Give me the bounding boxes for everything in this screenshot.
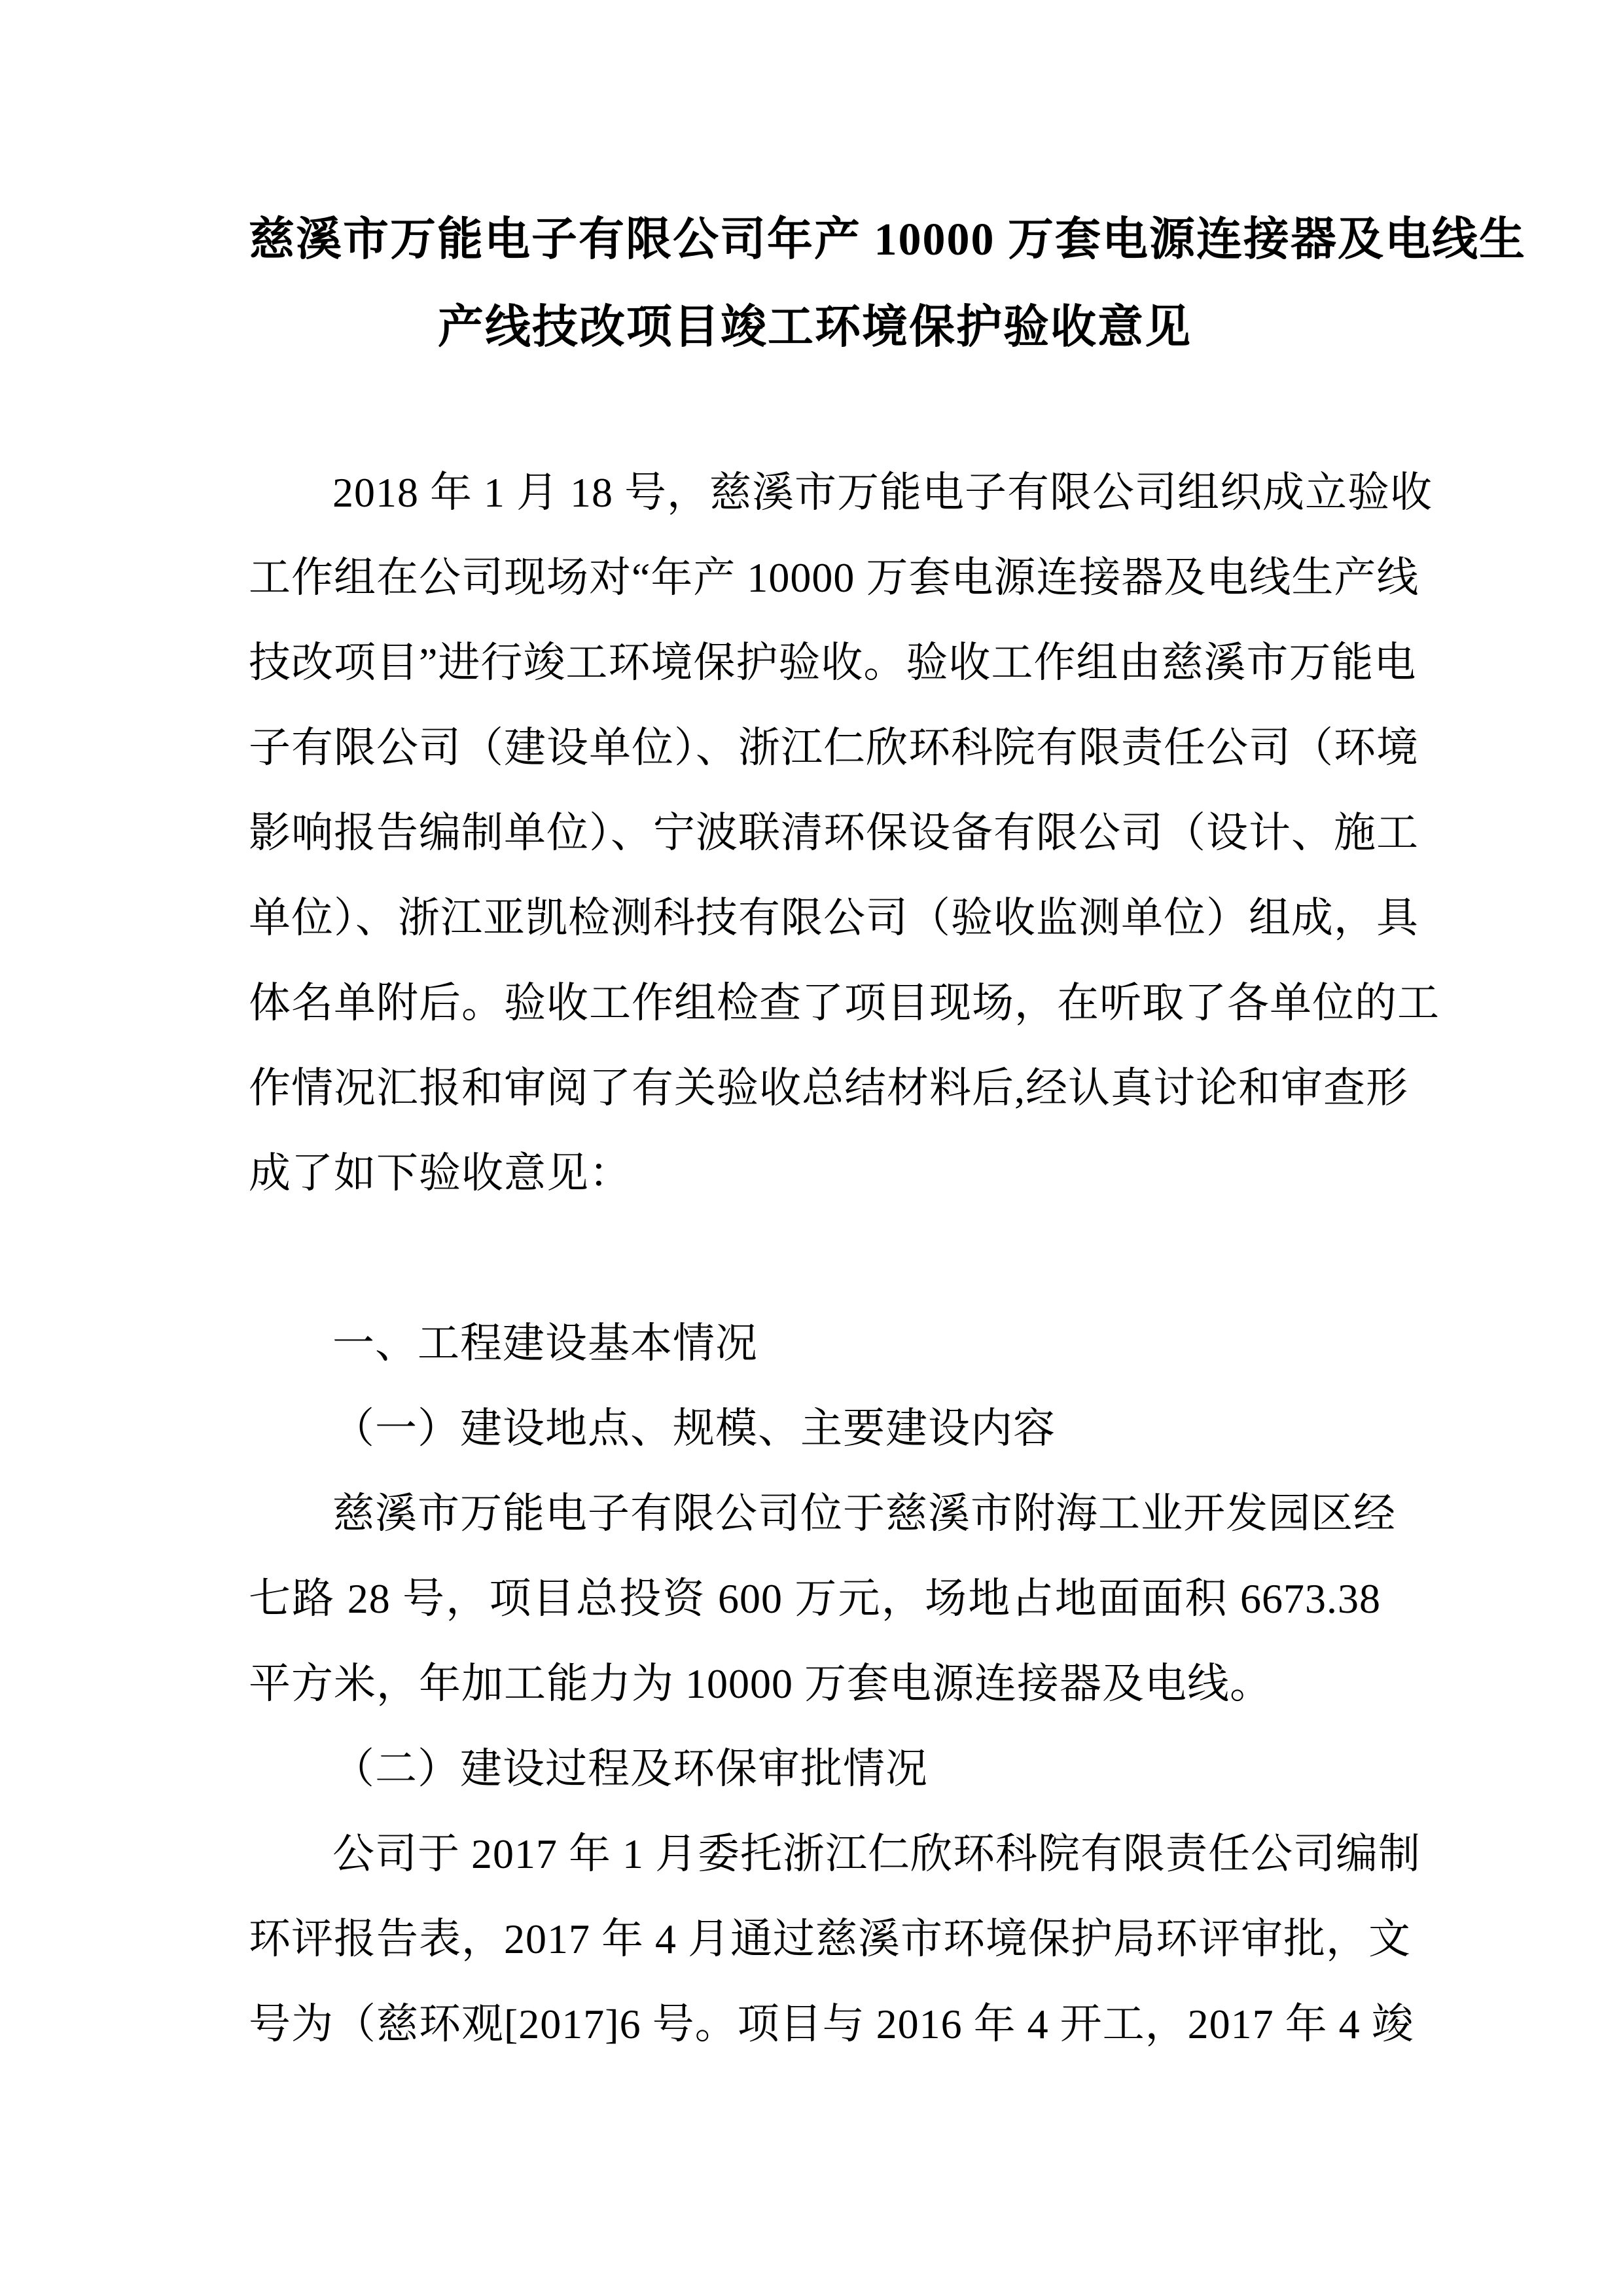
text-line: 公司于 2017 年 1 月委托浙江仁欣环科院有限责任公司编制	[332, 1831, 1421, 1877]
text-line: 2018 年 1 月 18 号，慈溪市万能电子有限公司组织成立验收	[332, 469, 1433, 516]
document-content	[249, 196, 1526, 2067]
text-line: 慈溪市万能电子有限公司位于慈溪市附海工业开发园区经	[332, 1490, 1396, 1537]
text-line: 单位）、浙江亚凯检测科技有限公司（验收监测单位）组成，具	[249, 895, 1419, 941]
text-line: 技改项目”进行竣工环境保护验收。验收工作组由慈溪市万能电	[249, 639, 1417, 686]
text-line: 平方米，年加工能力为 10000 万套电源连接器及电线。	[249, 1660, 1272, 1707]
text-line: 成了如下验收意见：	[249, 1150, 632, 1196]
text-line: 影响报告编制单位）、宁波联清环保设备有限公司（设计、施工	[249, 810, 1419, 856]
text-line: 子有限公司（建设单位）、浙江仁欣环科院有限责任公司（环境	[249, 725, 1419, 771]
title-body-gap	[249, 372, 1381, 450]
text-line: 工作组在公司现场对“年产 10000 万套电源连接器及电线生产线	[249, 554, 1419, 601]
blank-line	[249, 1216, 1381, 1301]
text-line: 号为（慈环观[2017]6 号。项目与 2016 年 4 开工，2017 年 4 竣	[249, 2001, 1414, 2047]
document-title-line-2: 产线技改项目竣工环境保护验收意见	[438, 302, 1192, 353]
text-line: 环评报告表，2017 年 4 月通过慈溪市环境保护局环评审批，文	[249, 1916, 1411, 1962]
text-line: 体名单附后。验收工作组检查了项目现场，在听取了各单位的工	[249, 980, 1440, 1026]
section-heading-1: 一、工程建设基本情况	[332, 1320, 758, 1367]
document-title-line-1: 慈溪市万能电子有限公司年产 10000 万套电源连接器及电线生	[249, 215, 1526, 265]
text-line: 七路 28 号，项目总投资 600 万元，场地占地面面积 6673.38	[249, 1575, 1381, 1622]
subsection-heading-2: （二）建设过程及环保审批情况	[332, 1746, 928, 1792]
subsection-heading-1: （一）建设地点、规模、主要建设内容	[332, 1405, 1056, 1452]
text-line: 作情况汇报和审阅了有关验收总结材料后,经认真讨论和审查形	[249, 1065, 1408, 1111]
